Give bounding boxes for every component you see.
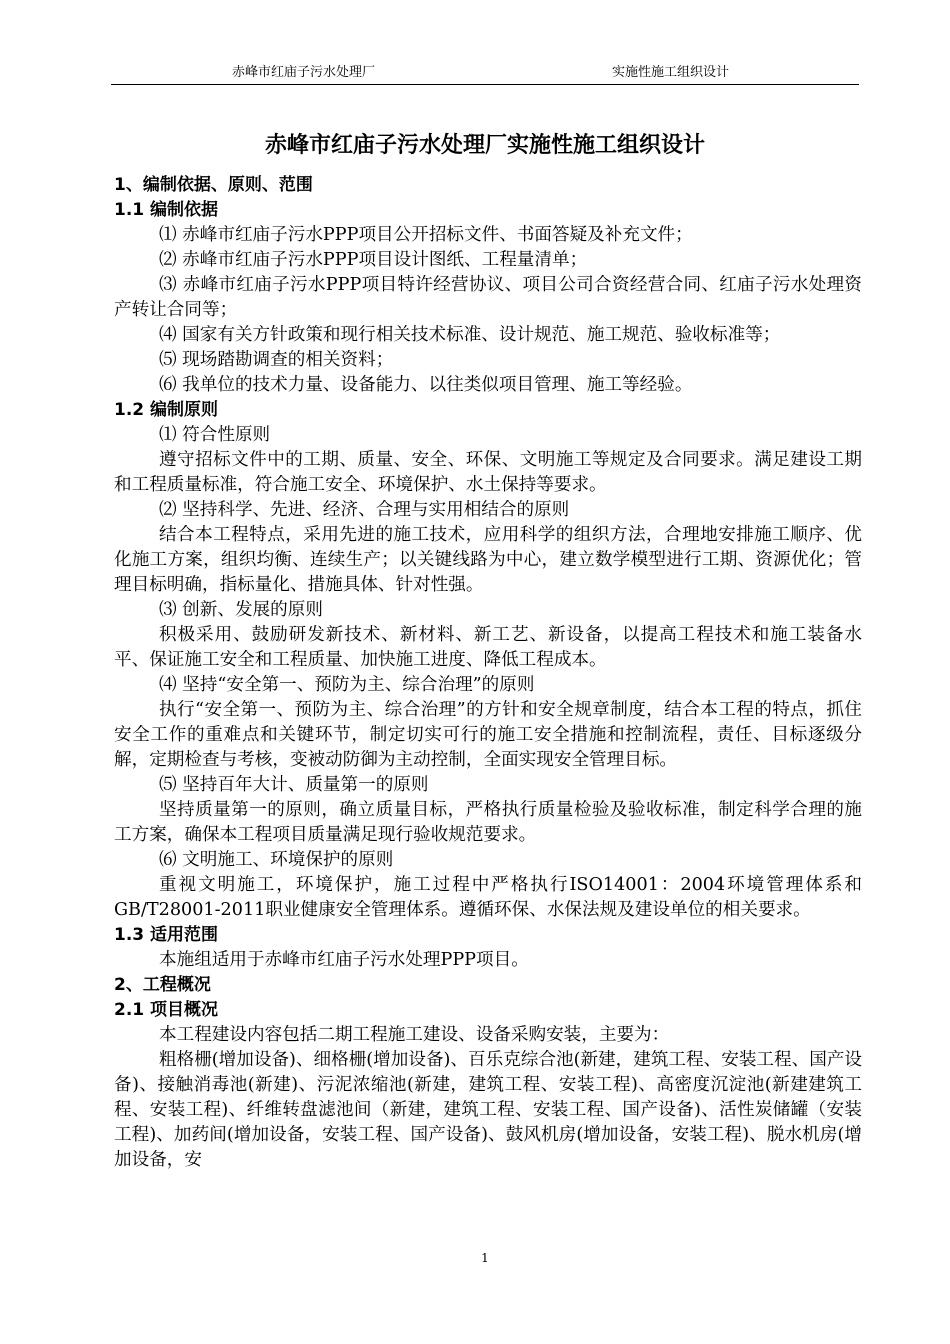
body-paragraph: 执行“安全第一、预防为主、综合治理”的方针和安全规章制度，结合本工程的特点，抓住安全工作的重难点和关键环节，制定切实可行的施工安全措施和控制流程，责任、目标逐级分解，定期检查与考核，变被动防御为主动控制，全面实现安全管理目标。 xyxy=(114,700,862,770)
running-header-left: 赤峰市红庙子污水处理厂 xyxy=(232,65,376,80)
body-paragraph: 坚持质量第一的原则，确立质量目标，严格执行质量检验及验收标准，制定科学合理的施工方案，确保本工程项目质量满足现行验收规范要求。 xyxy=(114,800,862,845)
running-header-right: 实施性施工组织设计 xyxy=(612,65,730,80)
document-title: 赤峰市红庙子污水处理厂实施性施工组织设计 xyxy=(264,133,705,158)
section-heading: 2、工程概况 xyxy=(114,975,211,995)
body-paragraph: ⑷ 坚持“安全第一、预防为主、综合治理”的原则 xyxy=(159,675,535,695)
header-rule xyxy=(111,84,859,85)
body-paragraph: 积极采用、鼓励研发新技术、新材料、新工艺、新设备，以提高工程技术和施工装备水平、保证施工安全和工程质量、加快施工进度、降低工程成本。 xyxy=(114,625,862,670)
section-heading: 1.1 编制依据 xyxy=(114,200,219,220)
body-paragraph: 结合本工程特点，采用先进的施工技术，应用科学的组织方法，合理地安排施工顺序、优化施工方案，组织均衡、连续生产；以关键线路为中心，建立数学模型进行工期、资源优化；管理目标明确，指标量化、措施具体、针对性强。 xyxy=(114,525,862,595)
section-heading: 1、编制依据、原则、范围 xyxy=(114,175,313,195)
body-paragraph: 本工程建设内容包括二期工程施工建设、设备采购安装，主要为： xyxy=(159,1025,670,1045)
body-paragraph: 本施组适用于赤峰市红庙子污水处理PPP项目。 xyxy=(159,950,529,970)
body-paragraph: 重视文明施工，环境保护，施工过程中严格执行ISO14001：2004环境管理体系和GB/T28001-2011职业健康安全管理体系。遵循环保、水保法规及建设单位的相关要求。 xyxy=(114,875,862,920)
body-paragraph: ⑶ 赤峰市红庙子污水PPP项目特许经营协议、项目公司合资经营合同、红庙子污水处理资产转让合同等； xyxy=(114,275,862,320)
section-heading: 1.2 编制原则 xyxy=(114,400,219,420)
body-paragraph: ⑸ 坚持百年大计、质量第一的原则 xyxy=(159,775,429,795)
body-paragraph: ⑵ 坚持科学、先进、经济、合理与实用相结合的原则 xyxy=(159,500,570,520)
page-number: 1 xyxy=(481,1251,489,1265)
body-paragraph: ⑶ 创新、发展的原则 xyxy=(159,600,323,620)
section-heading: 2.1 项目概况 xyxy=(114,1000,219,1020)
section-heading: 1.3 适用范围 xyxy=(114,925,219,945)
body-paragraph: ⑴ 赤峰市红庙子污水PPP项目公开招标文件、书面答疑及补充文件； xyxy=(159,225,693,245)
body-paragraph: ⑹ 我单位的技术力量、设备能力、以往类似项目管理、施工等经验。 xyxy=(159,375,693,395)
body-paragraph: ⑹ 文明施工、环境保护的原则 xyxy=(159,850,394,870)
body-paragraph: ⑸ 现场踏勘调查的相关资料； xyxy=(159,350,394,370)
body-paragraph: 粗格栅(增加设备)、细格栅(增加设备)、百乐克综合池(新建，建筑工程、安装工程、国产设备)、接触消毒池(新建)、污泥浓缩池(新建，建筑工程、安装工程)、高密度沉淀池(新建建筑工程、安装工程)、纤维转盘滤池间（新建，建筑工程、安装工程、国产设备)、活性炭储罐（安装工程)、加药间(增加设备，安装工程、国产设备)、鼓风机房(增加设备，安装工程)、脱水机房(增加设备，安 xyxy=(114,1050,862,1170)
body-paragraph: ⑵ 赤峰市红庙子污水PPP项目设计图纸、工程量清单； xyxy=(159,250,588,270)
body-paragraph: ⑴ 符合性原则 xyxy=(159,425,271,445)
body-paragraph: 遵守招标文件中的工期、质量、安全、环保、文明施工等规定及合同要求。满足建设工期和工程质量标准，符合施工安全、环境保护、水土保持等要求。 xyxy=(114,450,862,495)
body-paragraph: ⑷ 国家有关方针政策和现行相关技术标准、设计规范、施工规范、验收标准等； xyxy=(159,325,781,345)
document-body xyxy=(114,173,862,1173)
